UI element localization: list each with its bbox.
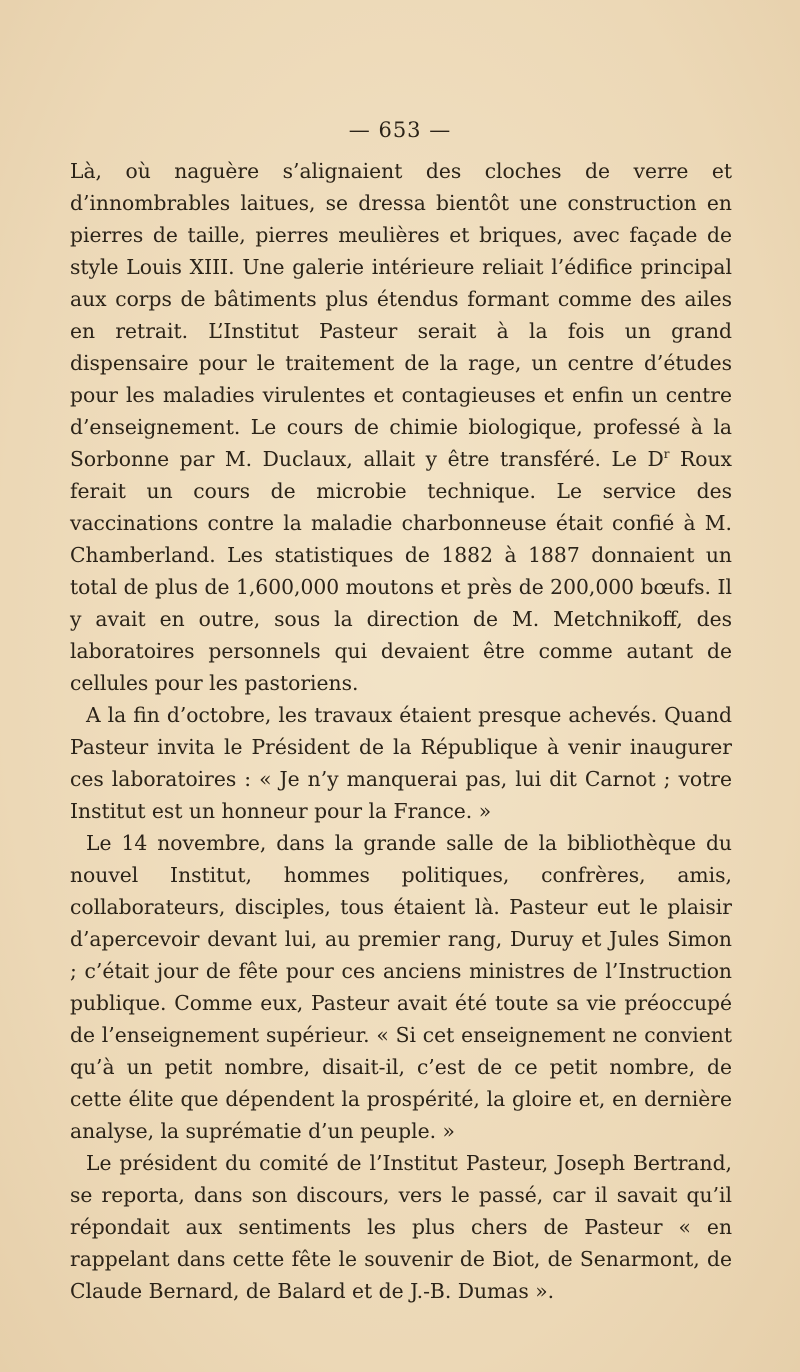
paragraph-3: Le 14 novembre, dans la grande salle de la bibliothèque du nouvel Institut, hommes politiques, confrères, amis, collaborateurs, disciples, tous étaient là. Pasteur eut le plaisir d’apercevoir devant lui, au premier rang, Duruy et Jules Simon ; c’était jour de fête pour ces anciens ministres de l’Instruction publique. Comme eux, Pasteur avait été toute sa vie préoccupé de l’enseignement supérieur. « Si cet enseignement ne convient qu’à un petit nombre, disait-il, c’est de ce petit nombre, de cette élite que dépendent la prospérité, la gloire et, en dernière analyse, la suprématie d’un peuple. » [70,831,732,1143]
body-text [70,155,732,1307]
paragraph-1 [70,155,732,699]
doctor-abbrev-superscript: r [663,447,670,462]
page-number: — 653 — [348,118,452,142]
paragraph-4: Le président du comité de l’Institut Pasteur, Joseph Bertrand, se reporta, dans son discours, vers le passé, car il savait qu’il répondait aux sentiments les plus chers de Pasteur « en rappelant dans cette fête le souvenir de Biot, de Senarmont, de Claude Bernard, de Balard et de J.-B. Dumas ». [70,1151,732,1303]
paragraph-2: A la fin d’octobre, les travaux étaient presque achevés. Quand Pasteur invita le Président de la République à venir inaugurer ces laboratoires : « Je n’y manquerai pas, lui dit Carnot ; votre Institut est un honneur pour la France. » [70,703,732,823]
paragraph-1-part-2: Roux ferait un cours de microbie technique. Le service des vaccinations contre la maladie charbonneuse était confié à M. Chamberland. Les statistiques de 1882 à 1887 donnaient un total de plus de 1,600,000 moutons et près de 200,000 bœufs. Il y avait en outre, sous la direction de M. Metchnikoff, des laboratoires personnels qui devaient être comme autant de cellules pour les pastoriens. [70,447,732,695]
paragraph-1-part-1: Là, où naguère s’alignaient des cloches de verre et d’innombrables laitues, se dressa bientôt une construction en pierres de taille, pierres meulières et briques, avec façade de style Louis XIII. Une galerie intérieure reliait l’édifice principal aux corps de bâtiments plus étendus formant comme des ailes en retrait. L’Institut Pasteur serait à la fois un grand dispensaire pour le traitement de la rage, un centre d’études pour les maladies virulentes et contagieuses et enfin un centre d’enseignement. Le cours de chimie biologique, professé à la Sorbonne par M. Duclaux, allait y être transféré. Le D [70,159,732,471]
